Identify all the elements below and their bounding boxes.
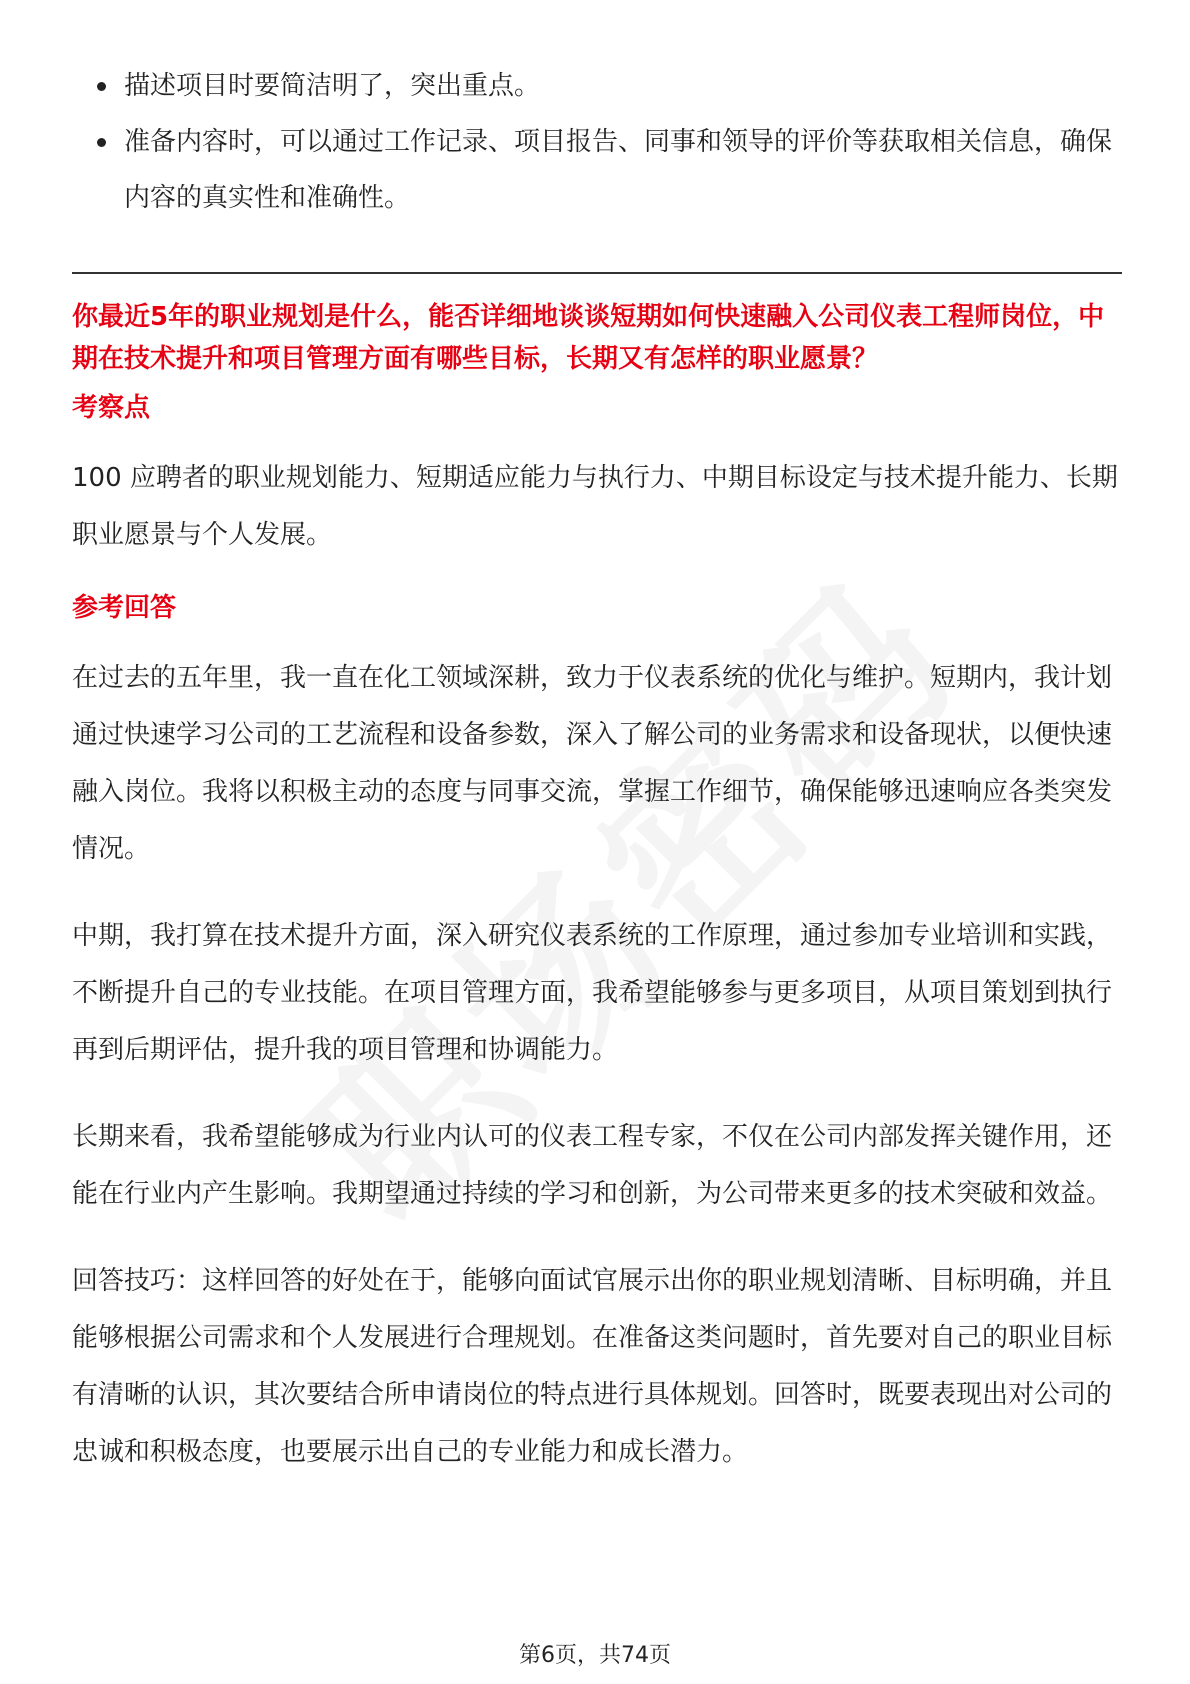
answer-paragraph: 在过去的五年里，我一直在化工领域深耕，致力于仪表系统的优化与维护。短期内，我计划通过快速学习公司的工艺流程和设备参数，深入了解公司的业务需求和设备现状，以便快速融入岗位。我将以积极主动的态度与同事交流，掌握工作细节，确保能够迅速响应各类突发情况。 [72,663,1113,864]
assessment-label: 考察点 [72,393,151,423]
assessment-text: 100 应聘者的职业规划能力、短期适应能力与执行力、中期目标设定与技术提升能力、长期职业愿景与个人发展。 [72,463,1118,550]
answer-label: 参考回答 [72,593,177,623]
answer-tips: 回答技巧：这样回答的好处在于，能够向面试官展示出你的职业规划清晰、目标明确，并且能够根据公司需求和个人发展进行合理规划。在准备这类问题时，首先要对自己的职业目标有清晰的认识，其次要结合所申请岗位的特点进行具体规划。回答时，既要表现出对公司的忠诚和积极态度，也要展示出自己的专业能力和成长潜力。 [72,1266,1113,1467]
interview-question: 你最近5年的职业规划是什么，能否详细地谈谈短期如何快速融入公司仪表工程师岗位，中期在技术提升和项目管理方面有哪些目标，长期又有怎样的职业愿景？ [72,302,1105,374]
section-divider [72,272,1122,274]
page-content [72,58,1122,1511]
bullet-item: 准备内容时，可以通过工作记录、项目报告、同事和领导的评价等获取相关信息，确保内容的真实性和准确性。 [72,114,1122,226]
bullet-list [72,58,1122,226]
answer-paragraph: 中期，我打算在技术提升方面，深入研究仪表系统的工作原理，通过参加专业培训和实践，不断提升自己的专业技能。在项目管理方面，我希望能够参与更多项目，从项目策划到执行再到后期评估，提升我的项目管理和协调能力。 [72,921,1113,1065]
bullet-item: 描述项目时要简洁明了，突出重点。 [72,58,1122,114]
answer-paragraph: 长期来看，我希望能够成为行业内认可的仪表工程专家，不仅在公司内部发挥关键作用，还能在行业内产生影响。我期望通过持续的学习和创新，为公司带来更多的技术突破和效益。 [72,1122,1113,1209]
page-number: 第6页，共74页 [519,1643,671,1668]
